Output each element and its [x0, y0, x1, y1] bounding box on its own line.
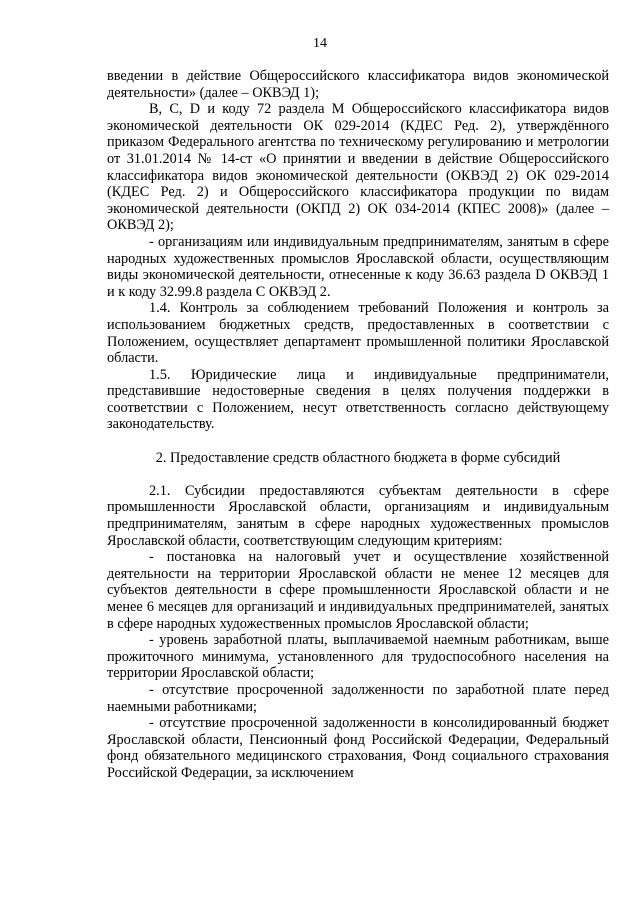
- list-item-no-wage-arrears: - отсутствие просроченной задолженности по заработной плате перед наемными работниками;: [107, 681, 609, 715]
- paragraph-okved2-codes: B, C, D и коду 72 раздела М Общероссийского классификатора видов экономической деятельности ОК 029-2014 (КДЕС Ред. 2), утверждённого приказом Федерального агентства по техническому регулированию и метрологии от 31.01.2014 № 14-ст «О принятии и введении в действие Общероссийского классификатора видов экономической деятельности (ОКВЭД 2) ОК 029-2014 (КДЕС Ред. 2) и Общероссийского классификатора продукции по видам экономической деятельности (ОКПД 2) ОК 034-2014 (КПЕС 2008)» (далее – ОКВЭД 2);: [107, 101, 609, 234]
- list-item-folk-crafts: - организациям или индивидуальным предпринимателям, занятым в сфере народных художественных промыслов Ярославской области, осуществляющим виды экономической деятельности, отнесенные к коду 36.63 раздела D ОКВЭД 1 и к коду 32.99.8 раздела С ОКВЭД 2.: [107, 233, 609, 300]
- list-item-no-budget-arrears: - отсутствие просроченной задолженности в консолидированный бюджет Ярославской области, Пенсионный фонд Российской Федерации, Федеральный фонд обязательного медицинского страхования, Фонд социального страхования Российской Федерации, за исключением: [107, 715, 609, 781]
- paragraph-continuation-okved1: введении в действие Общероссийского классификатора видов экономической деятельности» (далее – ОКВЭД 1);: [107, 68, 609, 101]
- list-item-tax-registration: - постановка на налоговый учет и осуществление хозяйственной деятельности на территории Ярославской области не менее 12 месяцев для субъектов деятельности в сфере промышленности Ярославской области и не менее 6 месяцев для организаций и индивидуальных предпринимателей, занятых в сфере народных художественных промыслов Ярославской области;: [107, 549, 609, 632]
- page-number: 14: [313, 36, 327, 51]
- section-heading-2: 2. Предоставление средств областного бюджета в форме субсидий: [155, 449, 561, 466]
- paragraph-2-1: 2.1. Субсидии предоставляются субъектам деятельности в сфере промышленности Ярославской области, организациям и индивидуальным предпринимателям, занятым в сфере народных художественных промыслов Ярославской области, соответствующим следующим критериям:: [107, 482, 609, 549]
- paragraph-1-5: 1.5. Юридические лица и индивидуальные предприниматели, представившие недостоверные сведения в целях получения поддержки в соответствии с Положением, несут ответственность согласно действующему законодательству.: [107, 366, 609, 433]
- paragraph-1-4: 1.4. Контроль за соблюдением требований Положения и контроль за использованием бюджетных средств, предоставленных в соответствии с Положением, осуществляет департамент промышленной политики Ярославской области.: [107, 300, 609, 367]
- list-item-wage-level: - уровень заработной платы, выплачиваемой наемным работникам, выше прожиточного минимума, установленного для трудоспособного населения на территории Ярославской области;: [107, 632, 609, 682]
- document-body: [107, 68, 609, 782]
